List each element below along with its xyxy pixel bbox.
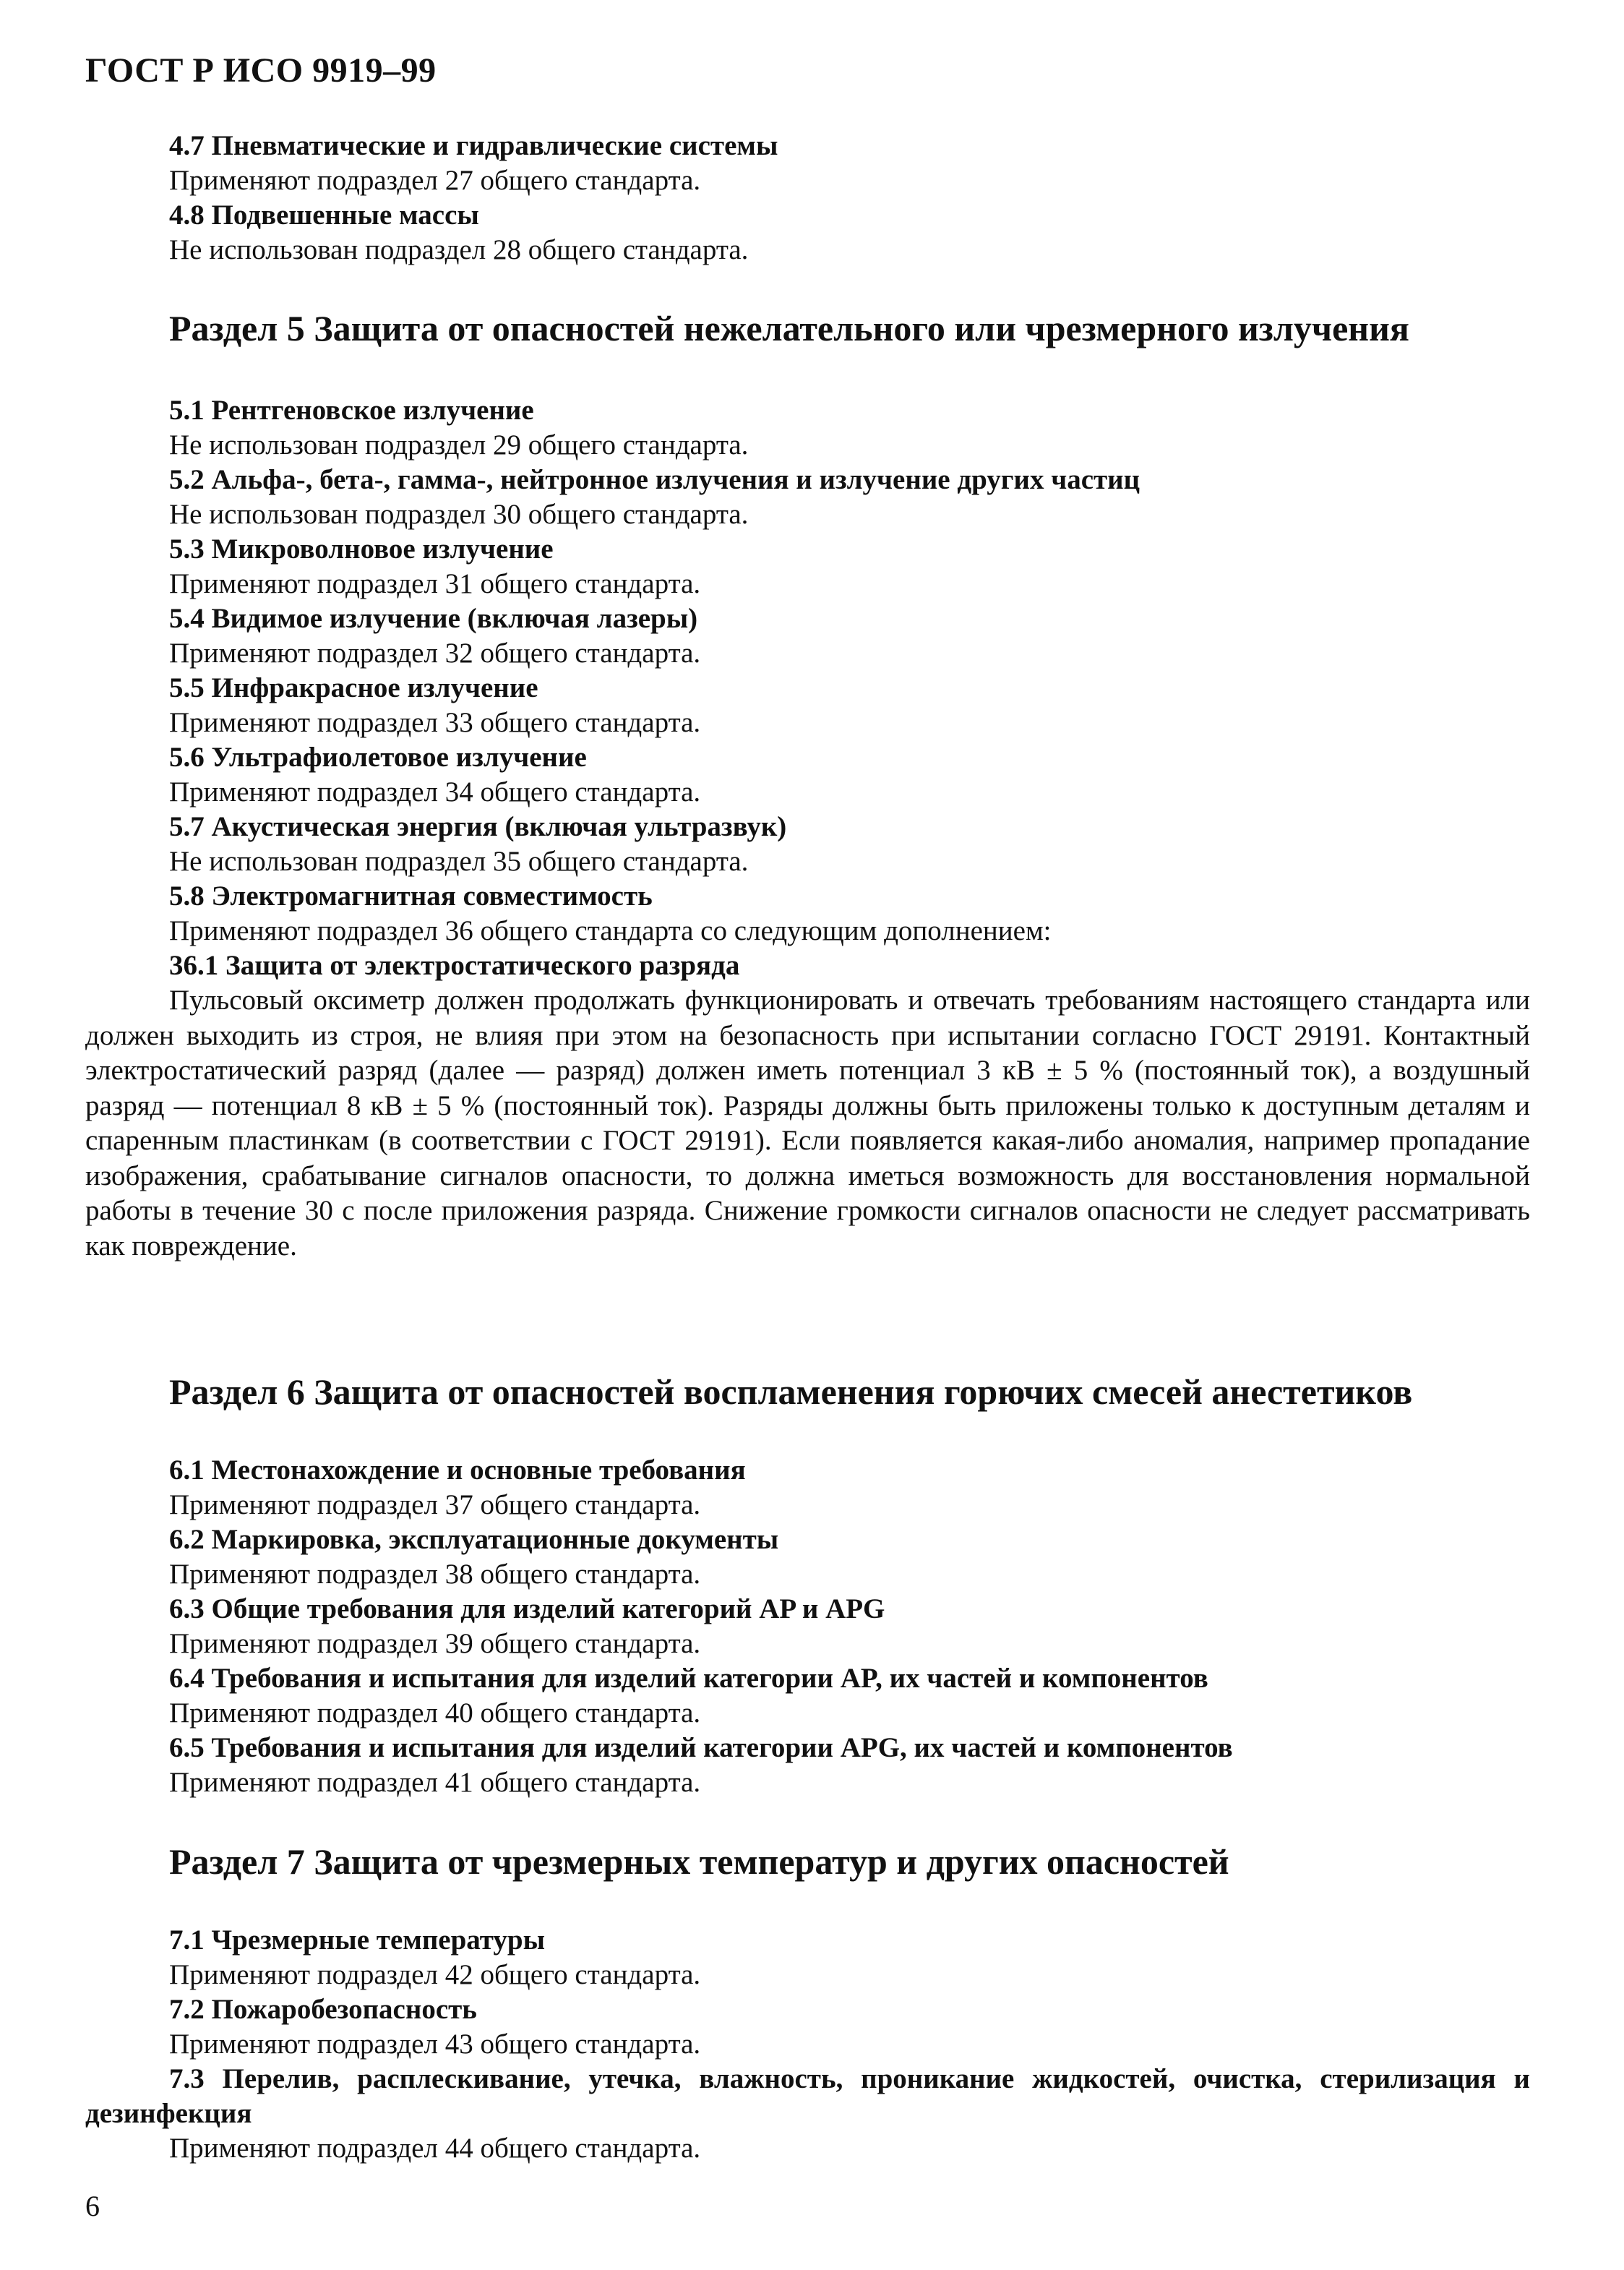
subsection-heading: 6.4 Требования и испытания для изделий категории AP, их частей и компонентов	[169, 1663, 1208, 1694]
subsection-heading: 5.3 Микроволновое излучение	[169, 534, 554, 565]
sub-subsection-heading: 36.1 Защита от электростатического разряда	[169, 950, 740, 981]
subsection-text: Применяют подраздел 42 общего стандарта.	[169, 1959, 701, 1990]
subsection-heading: 7.1 Чрезмерные температуры	[169, 1924, 546, 1956]
subsection-text: Не использован подраздел 28 общего стандарта.	[169, 234, 749, 265]
section-4-tail	[85, 129, 1530, 267]
section-6-items	[85, 1453, 1530, 1800]
subsection-heading: 5.7 Акустическая энергия (включая ультразвук)	[169, 811, 787, 842]
subsection-heading: 5.5 Инфракрасное излучение	[169, 672, 538, 703]
page-number: 6	[85, 2190, 100, 2222]
subsection-heading: 7.2 Пожаробезопасность	[169, 1994, 477, 2025]
subsection-heading: 6.2 Маркировка, эксплуатационные документы	[169, 1524, 779, 1555]
subsection-text: Применяют подраздел 31 общего стандарта.	[169, 568, 701, 599]
subsection-text: Не использован подраздел 35 общего стандарта.	[169, 846, 749, 877]
section-7-items	[85, 1923, 1530, 2166]
subsection-heading: 5.1 Рентгеновское излучение	[169, 395, 534, 426]
subsection-heading: 5.6 Ультрафиолетовое излучение	[169, 742, 587, 773]
subsection-heading-wrapped: 7.3 Перелив, расплескивание, утечка, влажность, проникание жидкостей, очистка, стерилизация и дезинфекция	[85, 2063, 1530, 2129]
section-5-title: Раздел 5 Защита от опасностей нежелательного или чрезмерного излучения	[169, 308, 1409, 348]
body-paragraph: Пульсовый оксиметр должен продолжать функционировать и отвечать требованиям настоящего стандарта или должен выходить из строя, не влияя при этом на безопасность при испытании согласно ГОСТ 29191. Контактный электростатический разряд (далее — разряд) должен иметь потенциал 3 кВ ± 5 % (постоянный ток), а воздушный разряд — потенциал 8 кВ ± 5 % (постоянный ток). Разряды должны быть приложены только к доступным деталям и спаренным пластинкам (в соответствии с ГОСТ 29191). Если появляется какая-либо аномалия, например пропадание изображения, срабатывание сигналов опасности, то должна иметься возможность для восстановления нормальной работы в течение 30 с после приложения разряда. Снижение громкости сигналов опасности не следует рассматривать как повреждение.	[85, 985, 1530, 1262]
section-5-items	[85, 393, 1530, 1264]
section-6-title: Раздел 6 Защита от опасностей воспламенения горючих смесей анестетиков	[169, 1371, 1413, 1412]
subsection-text: Применяют подраздел 44 общего стандарта.	[169, 2133, 701, 2164]
subsection-text: Применяют подраздел 43 общего стандарта.	[169, 2029, 701, 2060]
subsection-text: Применяют подраздел 39 общего стандарта.	[169, 1628, 701, 1659]
subsection-text: Применяют подраздел 33 общего стандарта.	[169, 707, 701, 738]
subsection-text: Применяют подраздел 41 общего стандарта.	[169, 1767, 701, 1798]
section-7-title: Раздел 7 Защита от чрезмерных температур и других опасностей	[169, 1841, 1229, 1882]
subsection-heading: 5.4 Видимое излучение (включая лазеры)	[169, 603, 698, 634]
subsection-heading: 4.8 Подвешенные массы	[169, 200, 479, 231]
subsection-heading: 6.1 Местонахождение и основные требования	[169, 1455, 746, 1486]
subsection-heading: 6.3 Общие требования для изделий категорий AP и APG	[169, 1593, 885, 1624]
subsection-text: Применяют подраздел 32 общего стандарта.	[169, 638, 701, 669]
subsection-text: Применяют подраздел 40 общего стандарта.	[169, 1697, 701, 1729]
subsection-text: Применяют подраздел 27 общего стандарта.	[169, 165, 701, 196]
subsection-text: Применяют подраздел 37 общего стандарта.	[169, 1489, 701, 1520]
subsection-text: Не использован подраздел 29 общего стандарта.	[169, 429, 749, 461]
subsection-heading: 5.2 Альфа-, бета-, гамма-, нейтронное излучения и излучение других частиц	[169, 464, 1140, 495]
subsection-heading: 4.7 Пневматические и гидравлические системы	[169, 130, 778, 161]
subsection-text: Применяют подраздел 34 общего стандарта.	[169, 776, 701, 808]
subsection-text: Применяют подраздел 38 общего стандарта.	[169, 1559, 701, 1590]
document-header: ГОСТ Р ИСО 9919–99	[85, 51, 437, 90]
subsection-heading: 5.8 Электромагнитная совместимость	[169, 881, 653, 912]
subsection-text: Применяют подраздел 36 общего стандарта со следующим дополнением:	[169, 915, 1052, 946]
subsection-text: Не использован подраздел 30 общего стандарта.	[169, 499, 749, 530]
subsection-heading: 6.5 Требования и испытания для изделий категории APG, их частей и компонентов	[169, 1732, 1233, 1763]
